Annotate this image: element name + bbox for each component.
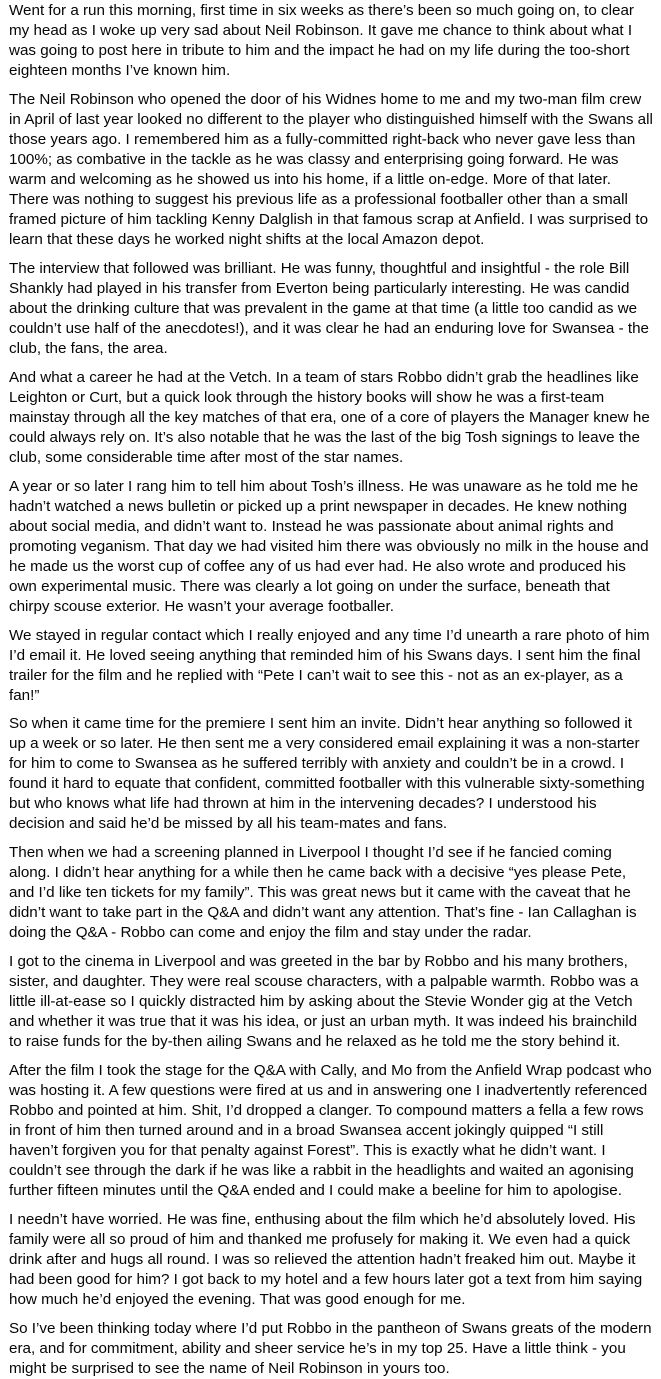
paragraph-q-and-a: After the film I took the stage for the Q&A with Cally, and Mo from the Anfield Wrap podcast who was hosting it. A few questions were fired at us and in answering one I inadvertently referenced Robbo and pointed at him. Shit, I’d dropped a clanger. To compound matters a fella a few rows in front of him then turned around and in a broad Swansea accent jokingly quipped “I still haven’t forgiven you for that penalty against Forest”. This is exactly what he didn’t want. I couldn’t see through the dark if he was like a rabbit in the headlights and waited an agonising further fifteen minutes until the Q&A ended and I could make a beeline for him to apologise. [9,1062,652,1199]
paragraph-widnes-visit: The Neil Robinson who opened the door of his Widnes home to me and my two-man film crew in April of last year looked no different to the player who distinguished himself with the Swans all those years ago. I remembered him as a fully-committed right-back who never gave less than 100%; as combative in the tackle as he was classy and enterprising going forward. He was warm and welcoming as he showed us into his home, if a little on-edge. More of that later. There was nothing to suggest his previous life as a professional footballer other than a small framed picture of him tackling Kenny Dalglish in that famous scrap at Anfield. I was surprised to learn that these days he worked night shifts at the local Amazon depot. [9,91,653,248]
paragraph-closing-pantheon: So I’ve been thinking today where I’d put Robbo in the pantheon of Swans greats of the modern era, and for commitment, ability and sheer service he’s in my top 25. Have a little think - you might be surprised to see the name of Neil Robinson in yours too. [9,1320,652,1377]
paragraph-tosh-illness: A year or so later I rang him to tell him about Tosh’s illness. He was unaware as he told me he hadn’t watched a news bulletin or picked up a print newspaper in decades. He knew nothing about social media, and didn’t want to. Instead he was passionate about animal rights and promoting veganism. That day we had visited him there was obviously no milk in the house and he made us the worst cup of coffee any of us had ever had. He also wrote and produced his own experimental music. There was clearly a lot going on under the surface, beneath that chirpy scouse exterior. He wasn’t your average footballer. [9,478,649,615]
paragraph-relief: I needn’t have worried. He was fine, enthusing about the film which he’d absolutely loved. His family were all so proud of him and thanked me profusely for making it. We even had a quick drink after and hugs all round. I was so relieved the attention hadn’t freaked him out. Maybe it had been good for him? I got back to my hotel and a few hours later got a text from him saying how much he’d enjoyed the evening. That was good enough for me. [9,1211,643,1308]
paragraph-premiere-invite: So when it came time for the premiere I sent him an invite. Didn’t hear anything so followed it up a week or so later. He then sent me a very considered email explaining it was a non-starter for him to come to Swansea as he suffered terribly with anxiety and couldn’t be in a crowd. I found it hard to equate that confident, committed footballer with this vulnerable sixty-something but who knows what life had thrown at him in the intervening decades? I understood his decision and said he’d be missed by all his team-mates and fans. [9,715,645,832]
paragraph-interview: The interview that followed was brilliant. He was funny, thoughtful and insightful - the role Bill Shankly had played in his transfer from Everton being particularly interesting. He was candid about the drinking culture that was prevalent in the game at that time (a little too candid as we couldn’t use half of the anecdotes!), and it was clear he had an enduring love for Swansea - the club, the fans, the area. [9,260,649,357]
paragraph-opening-run: Went for a run this morning, first time in six weeks as there’s been so much going on, to clear my head as I woke up very sad about Neil Robinson. It gave me chance to think about what I was going to post here in tribute to him and the impact he had on my life during the too-short eighteen months I’ve known him. [9,2,634,79]
paragraph-regular-contact: We stayed in regular contact which I really enjoyed and any time I’d unearth a rare photo of him I’d email it. He loved seeing anything that reminded him of his Swans days. I sent him the final trailer for the film and he replied with “Pete I can’t wait to see this - not as an ex-player, as a fan!” [9,627,650,704]
paragraph-liverpool-screening: Then when we had a screening planned in Liverpool I thought I’d see if he fancied coming along. I didn’t hear anything for a while then he came back with a decisive “yes please Pete, and I’d like ten tickets for my family”. This was great news but it came with the caveat that he didn’t want to take part in the Q&A and didn’t want any attention. That’s fine - Ian Callaghan is doing the Q&A - Robbo can come and enjoy the film and stay under the radar. [9,844,637,941]
paragraph-cinema-greeting: I got to the cinema in Liverpool and was greeted in the bar by Robbo and his many brothers, sister, and daughter. They were real scouse characters, with a palpable warmth. Robbo was a little ill-at-ease so I quickly distracted him by asking about the Stevie Wonder gig at the Vetch and whether it was true that it was his idea, or just an urban myth. It was indeed his brainchild to raise funds for the by-then ailing Swans and he relaxed as he told me the story behind it. [9,953,639,1050]
paragraph-vetch-career: And what a career he had at the Vetch. In a team of stars Robbo didn’t grab the headlines like Leighton or Curt, but a quick look through the history books will show he was a first-team mainstay through all the key matches of that era, one of a core of players the Manager knew he could always rely on. It’s also notable that he was the last of the big Tosh signings to leave the club, some considerable time after most of the star names. [9,369,650,466]
